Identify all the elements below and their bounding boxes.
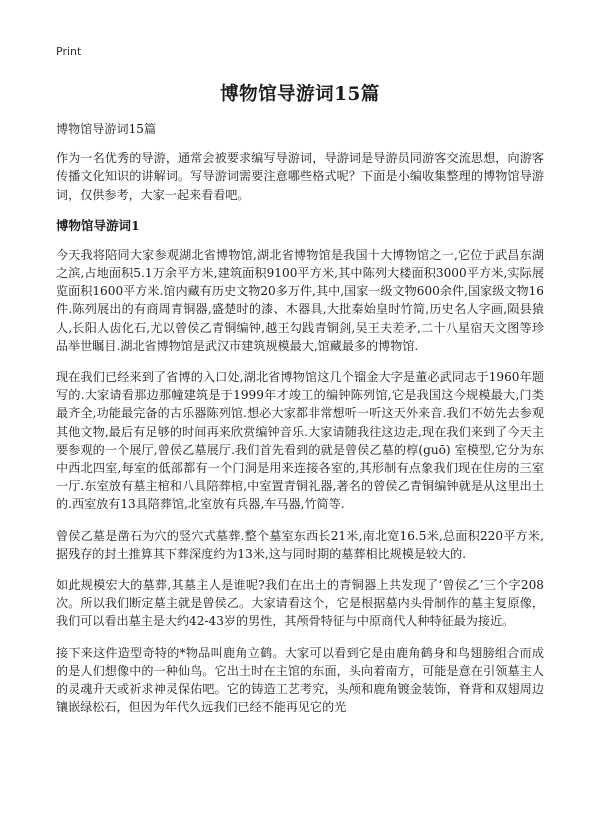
section-heading: 博物馆导游词1: [56, 217, 140, 233]
article-subtitle: 博物馆导游词15篇: [56, 122, 157, 136]
body-paragraph-1: 今天我将陪同大家参观湖北省博物馆,湖北省博物馆是我国十大博物馆之一,它位于武昌东湖之滨,占地面积5.1万余平方米,建筑面积9100平方米,其中陈列大楼面积3000平方米,实际展览面积1600平方米.馆内藏有历史文物20多万件,其中,国家一级文物600余件,国家级文物16件.陈列展出的有商周青铜器,盛楚时的漆、木器具,大批秦始皇时竹简,历史名人字画,陨县猿人,长阳人齿化石,尤以曾侯乙青铜编钟,越王勾践青铜剑,吴王夫差矛,二十八星宿天文图等珍品举世瞩目.湖北省博物馆是武汉市建筑规模最大,馆藏最多的博物馆.: [56, 247, 544, 353]
intro-paragraph: 作为一名优秀的导游，通常会被要求编写导游词，导游词是导游员同游客交流思想，向游客传播文化知识的讲解词。写导游词需要注意哪些格式呢？下面是小编收集整理的博物馆导游词，仅供参考，大家一起来看看吧。: [56, 151, 544, 202]
article-body: [56, 120, 544, 729]
body-paragraph-2: 现在我们已经来到了省博的入口处,湖北省博物馆这几个镏金大字是董必武同志于1960年题写的.大家请看那边那幢建筑是于1999年才竣工的编钟陈列馆,它是我国这今规模最大,门类最齐全,功能最完备的古乐器陈列馆.想必大家都非常想听一听这天外来音.我们不妨先去参观其他文物,最后有足够的时间再来欣赏编钟音乐.大家请随我往这边走,现在我们来到了今天主要参观的一个展厅,曾侯乙墓展厅.我们首先看到的就是曾侯乙墓的椁(guō) 室模型,它分为东中西北四室,每室的低部都有一个门洞是用来连接各室的,其形制有点象我们现在住房的三室一厅.东室放有墓主棺和八具陪葬棺,中室置青铜礼器,著名的曾侯乙青铜编钟就是从这里出土的.西室放有13具陪葬馆,北室放有兵器,车马器,竹简等.: [56, 370, 544, 512]
article-title: 博物馆导游词15篇: [220, 84, 380, 105]
body-paragraph-5: 接下来这件造型奇特的*物品叫鹿角立鹤。大家可以看到它是由鹿角鹤身和鸟翅膀组合而成的是人们想像中的一种仙鸟。它出土时在主馆的东面，头向着南方，可能是意在引领墓主人的灵魂升天或祈求神灵保佑吧。它的铸造工艺考究，头颅和鹿角镀金装饰，脊背和双翅周边镶嵌绿松石，但因为年代久远我们已经不能再见它的光: [56, 645, 544, 715]
body-paragraph-3: 曾侯乙墓是凿石为穴的竖穴式墓葬.整个墓室东西长21米,南北宽16.5米,总面积220平方米,据残存的封土推算其下葬深度约为13米,这与同时期的墓葬相比规模是较大的.: [56, 528, 544, 561]
body-paragraph-4: 如此规模宏大的墓葬,其墓主人是谁呢?我们在出土的青铜器上共发现了‘曾侯乙’三个字208次。所以我们断定墓主就是曾侯乙。大家请看这个，它是根据墓内头骨制作的墓主复原像，我们可以看出墓主是大约42-43岁的男性，其颅骨特征与中原商代人种特征最为接近。: [56, 578, 544, 629]
print-link[interactable]: Print: [56, 45, 82, 58]
